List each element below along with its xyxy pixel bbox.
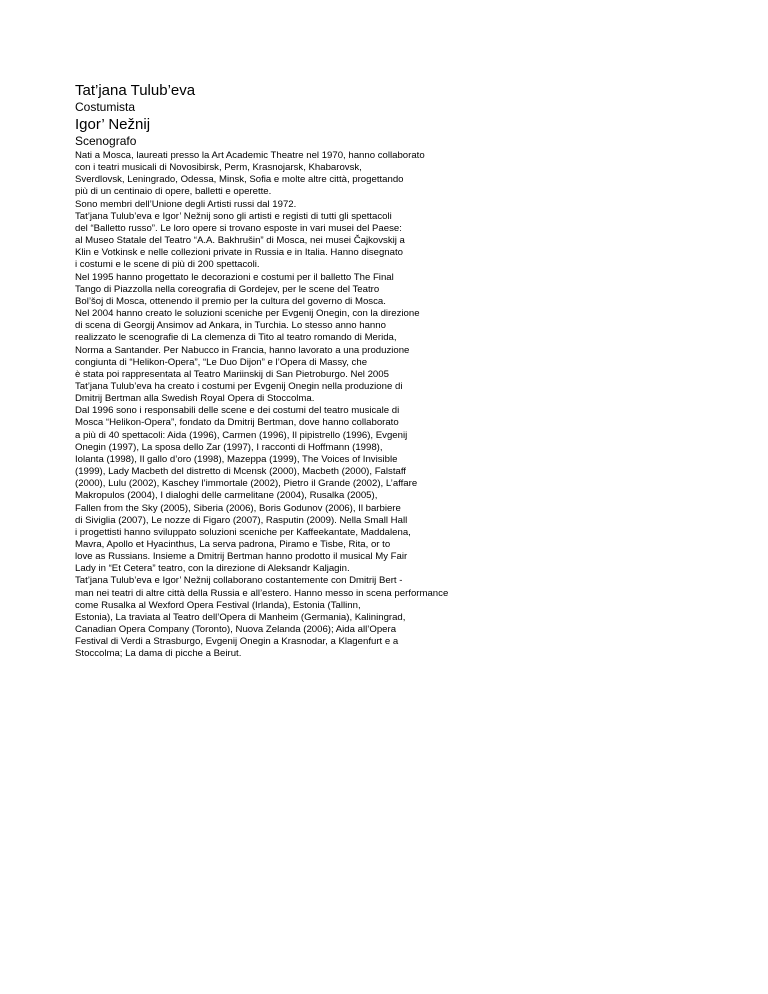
- biography-line: Norma a Santander. Per Nabucco in Francia, hanno lavorato a una produzione: [75, 344, 410, 356]
- biography-line: con i teatri musicali di Novosibirsk, Perm, Krasnojarsk, Khabarovsk,: [75, 162, 362, 174]
- biography-line: Estonia), La traviata al Teatro dell’Opera di Manheim (Germania), Kaliningrad,: [75, 611, 406, 623]
- biography-line: realizzato le scenografie di La clemenza di Tito al teatro romando di Merida,: [75, 332, 397, 344]
- biography-line: a più di 40 spettacoli: Aida (1996), Carmen (1996), Il pipistrello (1996), Evgenij: [75, 429, 408, 441]
- biography-line: Dmitrij Bertman alla Swedish Royal Opera di Stoccolma.: [75, 393, 315, 405]
- biography-line: Tat’jana Tulub’eva ha creato i costumi per Evgenij Onegin nella produzione di: [75, 380, 403, 392]
- biography-line: Makropulos (2004), I dialoghi delle carmelitane (2004), Rusalka (2005),: [75, 490, 378, 502]
- biography-line: Bol’šoj di Mosca, ottenendo il premio per la cultura del governo di Mosca.: [75, 295, 386, 307]
- biography-line: Tango di Piazzolla nella coreografia di Gordejev, per le scene del Teatro: [75, 283, 380, 295]
- biography-line: di scena di Georgij Ansimov ad Ankara, in Turchia. Lo stesso anno hanno: [75, 320, 386, 332]
- biography-line: Tat’jana Tulub’eva e Igor’ Nežnij collaborano costantemente con Dmitrij Bert -: [75, 575, 403, 587]
- biography-line: (1999), Lady Macbeth del distretto di Mcensk (2000), Macbeth (2000), Falstaff: [75, 466, 406, 478]
- biography-line: Sono membri dell’Unione degli Artisti russi dal 1972.: [75, 198, 297, 210]
- biography-line: Klin e Votkinsk e nelle collezioni private in Russia e in Italia. Hanno disegnato: [75, 247, 403, 259]
- person2-role: Scenografo: [75, 134, 137, 148]
- biography-line: i costumi e le scene di più di 200 spettacoli.: [75, 259, 260, 271]
- person2-name: Igor’ Nežnij: [75, 116, 151, 133]
- biography-line: Mosca “Helikon-Opera”, fondato da Dmitrij Bertman, dove hanno collaborato: [75, 417, 399, 429]
- biography-line: Stoccolma; La dama di picche a Beirut.: [75, 648, 242, 660]
- biography-line: Tat’jana Tulub’eva e Igor’ Nežnij sono gli artisti e registi di tutti gli spettacoli: [75, 210, 392, 222]
- biography-line: Nel 1995 hanno progettato le decorazioni e costumi per il balletto The Final: [75, 271, 394, 283]
- biography-line: come Rusalka al Wexford Opera Festival (Irlanda), Estonia (Tallinn,: [75, 599, 361, 611]
- biography-line: (2000), Lulu (2002), Kaschey l’immortale (2002), Pietro il Grande (2002), L’affare: [75, 478, 418, 490]
- biography-line: Mavra, Apollo et Hyacinthus, La serva padrona, Piramo e Tisbe, Rita, or to: [75, 539, 391, 550]
- biography-line: più di un centinaio di opere, balletti e operette.: [75, 186, 272, 198]
- biography-line: Lady in “Et Cetera” teatro, con la direzione di Aleksandr Kaljagin.: [75, 563, 350, 575]
- biography-line: Sverdlovsk, Leningrado, Odessa, Minsk, Sofia e molte altre città, progettando: [75, 174, 404, 186]
- biography-line: love as Russians. Insieme a Dmitrij Bertman hanno prodotto il musical My Fair: [75, 551, 408, 563]
- biography-line: i progettisti hanno sviluppato soluzioni sceniche per Kaffeekantate, Maddalena,: [75, 526, 411, 538]
- document-page: [75, 82, 735, 661]
- biography-line: è stata poi rappresentata al Teatro Mariinskij di San Pietroburgo. Nel 2005: [75, 368, 389, 380]
- person1-role: Costumista: [75, 100, 136, 114]
- biography-line: Festival di Verdi a Strasburgo, Evgenij Onegin a Krasnodar, a Klagenfurt e a: [75, 636, 399, 648]
- biography-line: Canadian Opera Company (Toronto), Nuova Zelanda (2006); Aida all’Opera: [75, 624, 397, 636]
- biography-line: del “Balletto russo”. Le loro opere si trovano esposte in vari musei del Paese:: [75, 222, 402, 234]
- biography-line: man nei teatri di altre città della Russia e all’estero. Hanno messo in scena performance: [75, 587, 449, 599]
- biography-line: Dal 1996 sono i responsabili delle scene e dei costumi del teatro musicale di: [75, 405, 400, 417]
- biography-line: Iolanta (1998), Il gallo d’oro (1998), Mazeppa (1999), The Voices of Invisible: [75, 453, 398, 465]
- biography-line: di Siviglia (2007), Le nozze di Figaro (2007), Rasputin (2009). Nella Small Hall: [75, 514, 408, 526]
- biography-line: Nati a Mosca, laureati presso la Art Academic Theatre nel 1970, hanno collaborato: [75, 150, 425, 161]
- biography-line: Nel 2004 hanno creato le soluzioni sceniche per Evgenij Onegin, con la direzione: [75, 308, 420, 320]
- biography-line: Fallen from the Sky (2005), Siberia (2006), Boris Godunov (2006), Il barbiere: [75, 502, 401, 514]
- biography-line: al Museo Statale del Teatro “A.A. Bakhrušin” di Mosca, nei musei Čajkovskij a: [75, 235, 405, 247]
- person1-name: Tat’jana Tulub’eva: [75, 82, 196, 99]
- biography-line: Onegin (1997), La sposa dello Zar (1997), I racconti di Hoffmann (1998),: [75, 441, 383, 453]
- biography-text: [75, 150, 735, 661]
- biography-line: congiunta di “Helikon-Opera”, “Le Duo Dijon” e l’Opera di Massy, che: [75, 356, 368, 368]
